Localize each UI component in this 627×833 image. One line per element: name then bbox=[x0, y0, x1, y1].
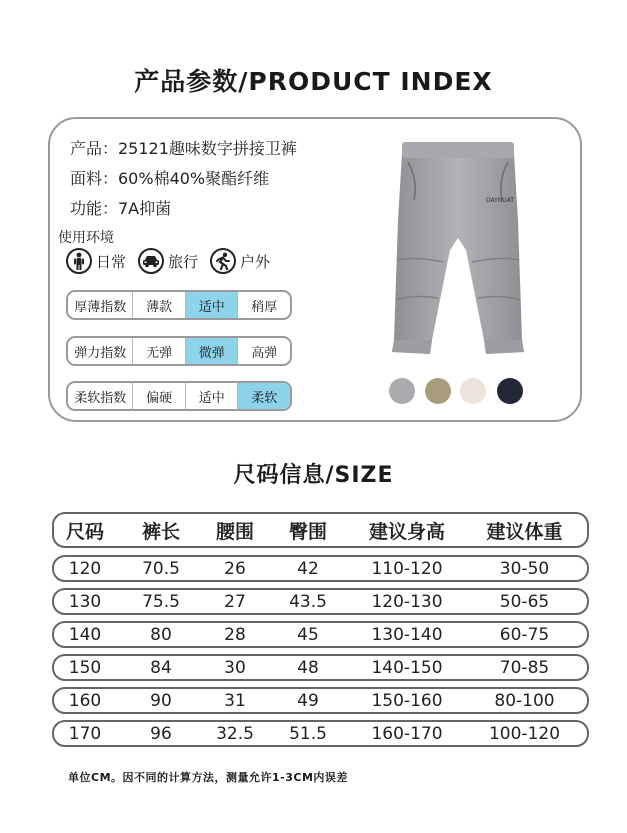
table-cell: 170 bbox=[68, 723, 102, 744]
color-swatch-gray bbox=[389, 378, 415, 404]
scale-option: 无弹 bbox=[132, 338, 185, 364]
table-cell: 140-150 bbox=[371, 657, 443, 678]
env-label-daily: 日常 bbox=[96, 252, 127, 271]
table-cell: 110-120 bbox=[371, 558, 443, 579]
environment-list bbox=[66, 248, 276, 274]
color-swatch-navy bbox=[497, 378, 523, 404]
scale-name: 厚薄指数 bbox=[74, 299, 127, 315]
env-item-travel bbox=[138, 248, 198, 274]
runner-icon bbox=[210, 248, 236, 274]
header-cell: 尺码 bbox=[65, 520, 104, 543]
env-label-outdoor: 户外 bbox=[240, 252, 271, 271]
header-cell: 建议体重 bbox=[486, 520, 563, 543]
thickness-scale bbox=[66, 290, 292, 320]
table-cell: 45 bbox=[297, 624, 319, 645]
table-cell: 120 bbox=[68, 558, 102, 579]
car-icon bbox=[138, 248, 164, 274]
section-title-params: 产品参数/PRODUCT INDEX bbox=[134, 67, 493, 96]
table-cell: 51.5 bbox=[289, 723, 327, 744]
header-cell: 臀围 bbox=[288, 520, 327, 543]
header-cell: 腰围 bbox=[215, 520, 254, 543]
table-row bbox=[52, 720, 589, 747]
scale-option-selected: 微弹 bbox=[185, 338, 238, 364]
table-cell: 60-75 bbox=[499, 624, 550, 645]
table-row bbox=[52, 588, 589, 615]
table-cell: 48 bbox=[297, 657, 319, 678]
table-cell: 84 bbox=[150, 657, 172, 678]
table-row bbox=[52, 654, 589, 681]
color-swatch-cream bbox=[460, 378, 486, 404]
table-cell: 49 bbox=[297, 690, 319, 711]
table-cell: 32.5 bbox=[216, 723, 254, 744]
section-title-size: 尺码信息/SIZE bbox=[233, 463, 394, 488]
env-label-travel: 旅行 bbox=[168, 252, 199, 271]
product-fabric: 面料：60%棉40%聚酯纤维 bbox=[70, 169, 270, 188]
table-cell: 120-130 bbox=[371, 591, 443, 612]
table-cell: 90 bbox=[150, 690, 172, 711]
table-cell: 80-100 bbox=[494, 690, 555, 711]
table-cell: 30 bbox=[224, 657, 246, 678]
scale-name: 弹力指数 bbox=[74, 345, 127, 361]
environment-label: 使用环境 bbox=[58, 230, 114, 246]
table-cell: 140 bbox=[68, 624, 102, 645]
scale-option: 偏硬 bbox=[132, 383, 185, 409]
product-function: 功能：7A抑菌 bbox=[70, 199, 172, 218]
table-cell: 42 bbox=[297, 558, 319, 579]
color-swatch-khaki bbox=[425, 378, 451, 404]
table-cell: 96 bbox=[150, 723, 172, 744]
table-cell: 70.5 bbox=[142, 558, 180, 579]
scale-option: 高弹 bbox=[237, 338, 290, 364]
table-cell: 80 bbox=[150, 624, 172, 645]
table-cell: 130 bbox=[68, 591, 102, 612]
table-cell: 75.5 bbox=[142, 591, 180, 612]
scale-option-selected: 柔软 bbox=[237, 383, 290, 409]
env-item-outdoor bbox=[210, 248, 270, 274]
table-cell: 100-120 bbox=[488, 723, 561, 744]
product-name: 产品：25121趣味数字拼接卫裤 bbox=[70, 139, 297, 158]
scale-option: 适中 bbox=[185, 383, 238, 409]
measurement-note: 单位CM。因不同的计算方法，测量允许1-3CM内误差 bbox=[68, 771, 348, 784]
table-cell: 28 bbox=[224, 624, 246, 645]
env-item-daily bbox=[66, 248, 126, 274]
elasticity-scale bbox=[66, 336, 292, 366]
pants-image bbox=[388, 140, 528, 370]
softness-scale bbox=[66, 381, 292, 411]
size-table-header bbox=[52, 512, 589, 548]
table-cell: 160 bbox=[68, 690, 102, 711]
person-icon bbox=[66, 248, 92, 274]
table-cell: 26 bbox=[224, 558, 246, 579]
scale-option-selected: 适中 bbox=[185, 292, 238, 318]
scale-option: 薄款 bbox=[132, 292, 185, 318]
table-cell: 31 bbox=[224, 690, 246, 711]
pants-logo: DAYNUAT bbox=[486, 197, 515, 204]
table-cell: 130-140 bbox=[371, 624, 443, 645]
table-cell: 70-85 bbox=[499, 657, 550, 678]
table-cell: 50-65 bbox=[499, 591, 550, 612]
table-cell: 160-170 bbox=[371, 723, 443, 744]
table-cell: 27 bbox=[224, 591, 246, 612]
table-cell: 43.5 bbox=[289, 591, 327, 612]
header-cell: 裤长 bbox=[141, 520, 180, 543]
table-row bbox=[52, 555, 589, 582]
scale-name: 柔软指数 bbox=[74, 390, 127, 406]
table-cell: 150 bbox=[68, 657, 102, 678]
scale-option: 稍厚 bbox=[237, 292, 290, 318]
table-cell: 150-160 bbox=[371, 690, 443, 711]
table-cell: 30-50 bbox=[499, 558, 550, 579]
header-cell: 建议身高 bbox=[368, 520, 445, 543]
table-row bbox=[52, 687, 589, 714]
table-row bbox=[52, 621, 589, 648]
